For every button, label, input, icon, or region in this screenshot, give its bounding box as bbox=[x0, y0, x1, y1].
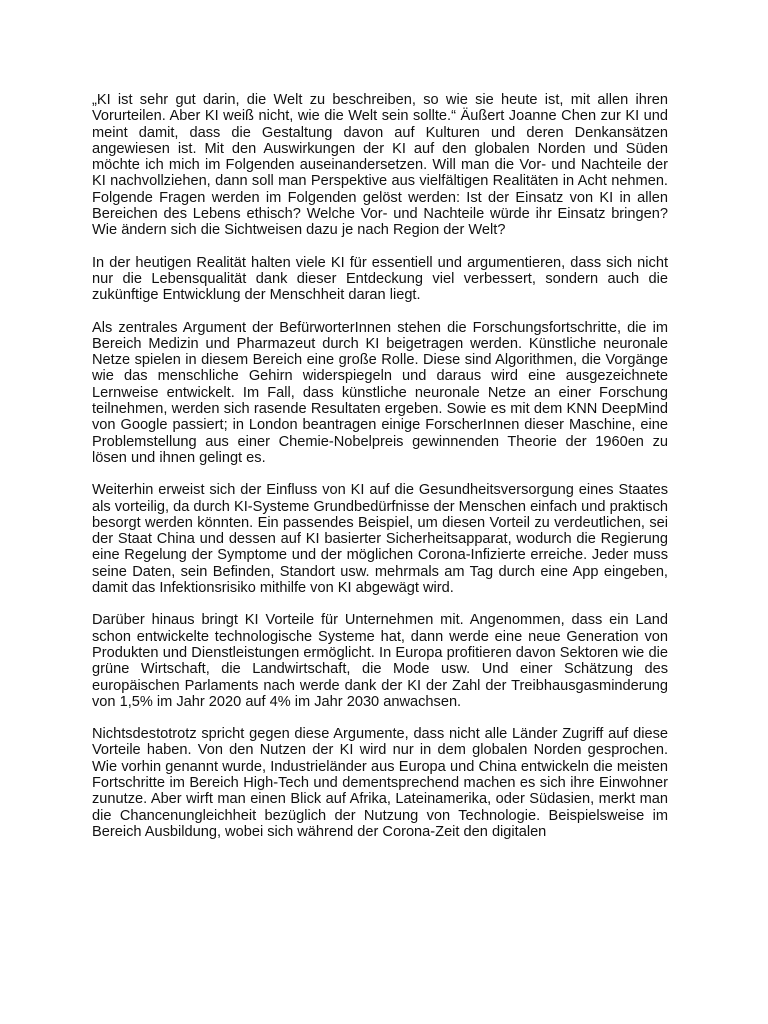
paragraph-counterargument: Nichtsdestotrotz spricht gegen diese Argumente, dass nicht alle Länder Zugriff auf diese Vorteile haben. Von den Nutzen der KI wird nur in dem globalen Norden gesprochen. Wie vorhin genannt wurde, Industrieländer aus Europa und China entwickeln die meisten Fortschritte im Bereich High-Tech und dementsprechend machen es sich ihre Einwohner zunutze. Aber wirft man einen Blick auf Afrika, Lateinamerika, oder Südasien, merkt man die Chancenungleichheit bezüglich der Nutzung von Technologie. Beispielsweise im Bereich Ausbildung, wobei sich während der Corona-Zeit den digitalen bbox=[92, 726, 668, 840]
paragraph-reality: In der heutigen Realität halten viele KI für essentiell und argumentieren, dass sich nicht nur die Lebensqualität dank dieser Entdeckung viel verbessert, sondern auch die zukünftige Entwicklung der Menschheit daran liegt. bbox=[92, 254, 668, 304]
document-body bbox=[92, 92, 668, 856]
paragraph-research: Als zentrales Argument der BefürworterInnen stehen die Forschungsfortschritte, die im Bereich Medizin und Pharmazeut durch KI beigetragen werden. Künstliche neuronale Netze spielen in diesem Bereich eine große Rolle. Diese sind Algorithmen, die Vorgänge wie das menschliche Gehirn widerspiegeln und daraus wird eine ausgezeichnete Lernweise entwickelt. Im Fall, dass künstliche neuronale Netze an einer Forschung teilnehmen, werden sich rasende Resultaten ergeben. Sowie es mit dem KNN DeepMind von Google passiert; in London beantragen einige ForscherInnen dieser Maschine, eine Problemstellung aus einer Chemie-Nobelpreis gewinnenden Theorie der 1960en zu lösen und ihnen gelingt es. bbox=[92, 319, 668, 466]
paragraph-health: Weiterhin erweist sich der Einfluss von KI auf die Gesundheitsversorgung eines Staates als vorteilig, da durch KI-Systeme Grundbedürfnisse der Menschen einfach und praktisch besorgt werden könnten. Ein passendes Beispiel, um diesen Vorteil zu verdeutlichen, sei der Staat China und dessen auf KI basierter Sicherheitsapparat, wodurch die Regierung eine Regelung der Symptome und der möglichen Corona-Infizierte erreiche. Jeder muss seine Daten, sein Befinden, Standort usw. mehrmals am Tag durch eine App eingeben, damit das Infektionsrisiko mithilfe von KI abgewägt wird. bbox=[92, 482, 668, 597]
paragraph-business: Darüber hinaus bringt KI Vorteile für Unternehmen mit. Angenommen, dass ein Land schon entwickelte technologische Systeme hat, dann werde eine neue Generation von Produkten und Dienstleistungen ermöglicht. In Europa profitieren davon Sektoren wie die grüne Wirtschaft, die Landwirtschaft, die Mode usw. Und einer Schätzung des europäischen Parlaments nach werde dank der KI der Zahl der Treibhausgasminderung von 1,5% im Jahr 2020 auf 4% im Jahr 2030 anwachsen. bbox=[92, 612, 668, 710]
paragraph-intro: „KI ist sehr gut darin, die Welt zu beschreiben, so wie sie heute ist, mit allen ihren Vorurteilen. Aber KI weiß nicht, wie die Welt sein sollte.“ Äußert Joanne Chen zur KI und meint damit, dass die Gestaltung davon auf Kulturen und deren Denkansätzen angewiesen ist. Mit den Auswirkungen der KI auf den globalen Norden und Süden möchte ich mich im Folgenden auseinandersetzen. Will man die Vor- und Nachteile der KI nachvollziehen, dann soll man Perspektive aus vielfältigen Realitäten in Acht nehmen. Folgende Fragen werden im Folgenden gelöst werden: Ist der Einsatz von KI in allen Bereichen des Lebens ethisch? Welche Vor- und Nachteile würde ihr Einsatz bringen? Wie ändern sich die Sichtweisen dazu je nach Region der Welt? bbox=[92, 92, 668, 239]
